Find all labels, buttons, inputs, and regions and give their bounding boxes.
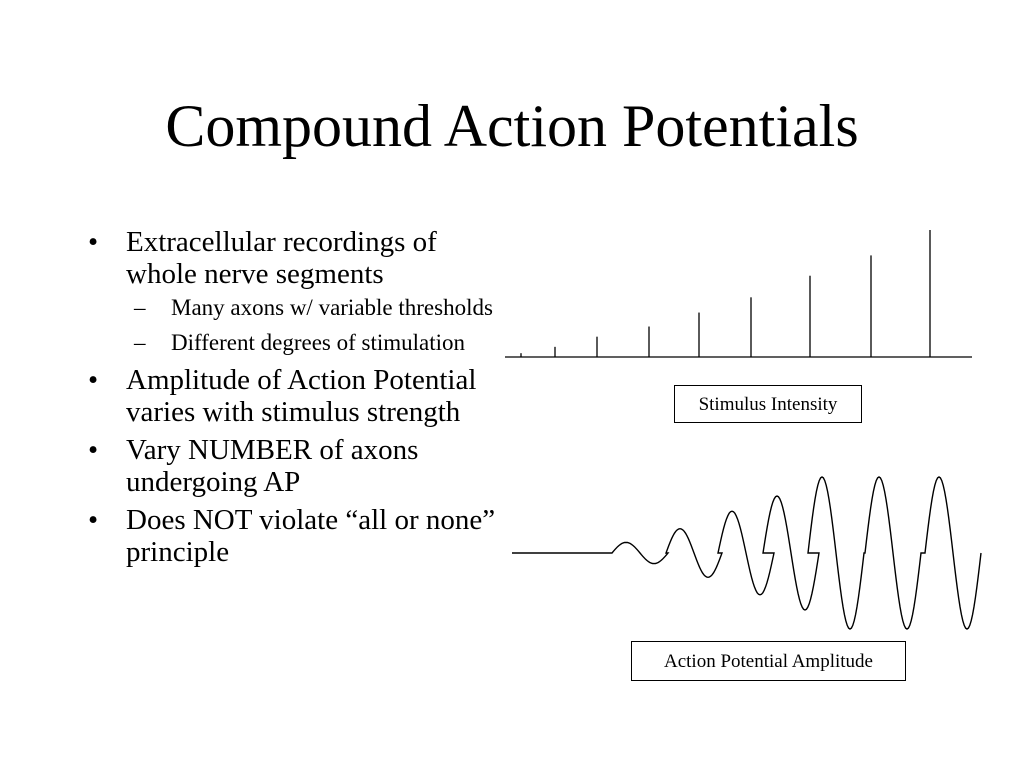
bullet-text: Extracellular recordings of whole nerve segments [126,226,437,290]
bullet-text: Amplitude of Action Potential varies with stimulus strength [126,364,477,428]
bullet-text: Does NOT violate “all or none” principle [126,504,496,568]
stimulus-intensity-label: Stimulus Intensity [674,385,862,423]
bullet-marker: • [88,434,99,466]
slide-title: Compound Action Potentials [165,93,859,159]
bullet-marker: • [88,504,99,536]
sub-bullet-text: Many axons w/ variable thresholds [171,295,493,320]
stimulus-bars [521,230,930,357]
sub-bullet-marker: – [134,295,146,320]
sub-bullet-text: Different degrees of stimulation [171,330,466,355]
sub-bullet-marker: – [134,330,146,355]
compound-action-potential-trace [512,477,981,629]
bullet-text: Vary NUMBER of axons undergoing AP [126,434,419,498]
bullet-marker: • [88,364,99,396]
action-potential-amplitude-label: Action Potential Amplitude [631,641,906,681]
bullet-marker: • [88,226,99,258]
